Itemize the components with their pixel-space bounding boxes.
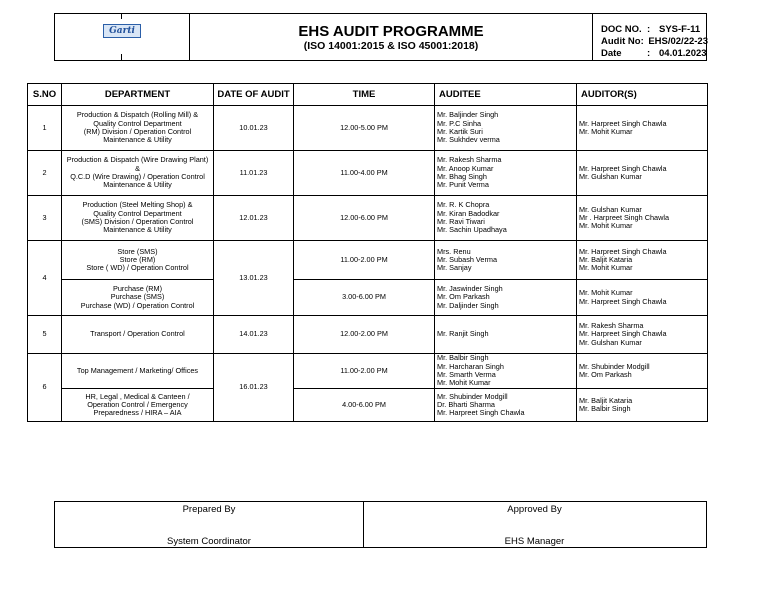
auditee-cell [435, 354, 577, 389]
header-sno: S.NO [28, 84, 62, 106]
date-cell: 10.01.23 [214, 106, 294, 151]
date-cell: 14.01.23 [214, 316, 294, 354]
doc-no-value: SYS-F-11 [659, 24, 701, 35]
department-cell-line: Production & Dispatch (Wire Drawing Plant) & [66, 155, 209, 173]
title-cell [189, 14, 593, 60]
auditors-cell-line: Mr . Harpreet Singh Chawla [579, 212, 670, 222]
logo-text: Garti [109, 26, 135, 36]
sno-cell: 5 [28, 316, 62, 354]
auditors-cell-line: Mr. Harpreet Singh Chawla [579, 246, 667, 256]
auditors-cell-line: Mr. Gulshan Kumar [579, 204, 642, 214]
department-cell-line: (RM) Division / Operation Control [83, 127, 192, 136]
department-cell-line: Purchase (SMS) [110, 292, 165, 302]
auditee-cell-line: Mr. Smarth Verma [437, 370, 496, 379]
auditors-cell [577, 316, 708, 354]
auditee-cell-line: Mr. R. K Chopra [437, 200, 490, 210]
department-cell-line: HR, Legal , Medical & Canteen / [85, 391, 190, 401]
auditee-cell [435, 151, 577, 196]
auditors-cell-line: Mr. Gulshan Kumar [579, 337, 642, 347]
table-row [28, 106, 708, 151]
sno-cell: 4 [28, 241, 62, 316]
auditee-cell-line: Mr. Kartik Suri [437, 127, 483, 136]
auditee-cell-line: Mr. Harcharan Singh [437, 361, 504, 371]
date-cell: 16.01.23 [214, 354, 294, 422]
auditors-cell [577, 196, 708, 241]
prepared-by-label: Prepared By [182, 504, 236, 515]
time-cell: 11.00-2.00 PM [294, 354, 435, 389]
department-cell-line: Maintenance & Utility [103, 180, 172, 190]
auditee-cell-line: Mrs. Renu [437, 246, 471, 256]
auditors-cell [577, 241, 708, 280]
auditors-cell [577, 151, 708, 196]
auditors-cell-line: Mr. Baljit Kataria [579, 395, 633, 405]
auditors-cell-line: Mr. Gulshan Kumar [579, 172, 642, 181]
auditors-cell [577, 280, 708, 316]
date-cell: 13.01.23 [214, 241, 294, 316]
sno-cell: 1 [28, 106, 62, 151]
time-cell: 12.00-6.00 PM [294, 196, 435, 241]
auditee-cell-line: Mr. Shubinder Modgill [437, 391, 508, 401]
auditee-cell-line: Mr. Subash Verma [437, 254, 498, 264]
document-subtitle: (ISO 14001:2015 & ISO 45001:2018) [303, 40, 479, 52]
approved-by-cell [363, 502, 706, 547]
department-cell-line: Operation Control / Emergency [87, 399, 188, 409]
header-date: DATE OF AUDIT [214, 84, 294, 106]
sno-cell: 2 [28, 151, 62, 196]
department-cell-line: (SMS) Division / Operation Control [81, 217, 194, 226]
department-cell [62, 196, 214, 241]
auditee-cell-line: Mr. P.C Sinha [437, 118, 482, 128]
department-cell [62, 280, 214, 316]
header-auditors: AUDITOR(S) [577, 84, 708, 106]
auditors-cell-line: Mr. Mohit Kumar [579, 263, 633, 273]
auditee-cell-line: Mr. Sanjay [437, 263, 472, 273]
time-cell: 4.00-6.00 PM [294, 389, 435, 422]
table-row [28, 241, 708, 280]
date-cell: 11.01.23 [214, 151, 294, 196]
department-cell-line: Preparedness / HIRA – AIA [93, 408, 182, 418]
sno-cell: 3 [28, 196, 62, 241]
auditee-cell [435, 280, 577, 316]
department-cell-line: Transport / Operation Control [90, 329, 185, 339]
audit-no-row: Audit No : EHS/02/22-23 [601, 36, 708, 47]
department-cell [62, 389, 214, 422]
doc-no-row: DOC NO. : SYS-F-11 [601, 24, 701, 35]
auditee-cell-line: Dr. Bharti Sharma [437, 399, 495, 409]
department-cell-line: Purchase (RM) [112, 284, 163, 294]
auditee-cell-line: Mr. Bhag Singh [437, 172, 487, 181]
prepared-by-cell [55, 502, 364, 547]
auditors-cell-line: Mr. Harpreet Singh Chawla [579, 329, 667, 339]
auditee-cell-line: Mr. Balbir Singh [437, 353, 489, 363]
time-cell: 12.00-5.00 PM [294, 106, 435, 151]
table-row [28, 354, 708, 389]
header-auditee: AUDITEE [435, 84, 577, 106]
department-cell-line: Top Management / Marketing/ Offices [76, 365, 199, 375]
department-cell-line: Store (SMS) [117, 246, 158, 256]
auditors-cell-line: Mr. Balbir Singh [579, 404, 631, 413]
auditors-cell-line: Mr. Harpreet Singh Chawla [579, 163, 667, 173]
table-row [28, 151, 708, 196]
auditee-cell [435, 196, 577, 241]
company-logo [103, 24, 141, 38]
auditee-cell [435, 316, 577, 354]
department-cell [62, 151, 214, 196]
auditee-cell-line: Mr. Sukhdev verma [437, 135, 500, 145]
document-title: EHS AUDIT PROGRAMME [298, 23, 484, 40]
signature-block [54, 501, 707, 548]
department-cell-line: Q.C.D (Wire Drawing) / Operation Control [70, 172, 205, 181]
auditors-cell-line: Mr. Om Parkash [579, 370, 632, 379]
department-cell-line: Purchase (WD) / Operation Control [80, 300, 195, 310]
auditee-cell-line: Mr. Punit Verma [437, 180, 489, 190]
department-cell-line: Store (RM) [119, 254, 156, 264]
date-cell: 12.01.23 [214, 196, 294, 241]
department-cell [62, 354, 214, 389]
department-cell-line: Production (Steel Melting Shop) & [82, 200, 193, 210]
auditee-cell-line: Mr. Rakesh Sharma [437, 155, 502, 165]
header-department: DEPARTMENT [62, 84, 214, 106]
logo-cell [55, 14, 189, 60]
auditors-cell [577, 389, 708, 422]
header-time: TIME [294, 84, 435, 106]
department-cell [62, 316, 214, 354]
table-row [28, 389, 708, 422]
time-cell: 3.00-6.00 PM [294, 280, 435, 316]
date-row: Date : 04.01.2023 [601, 48, 707, 59]
department-cell-line: Quality Control Department [93, 118, 182, 128]
time-cell: 11.00-2.00 PM [294, 241, 435, 280]
approved-by-label: Approved By [507, 504, 562, 515]
auditee-cell-line: Mr. Ranjit Singh [437, 329, 489, 339]
auditors-cell-line: Mr. Mohit Kumar [579, 288, 633, 298]
auditors-cell-line: Mr. Baljit Kataria [579, 254, 633, 264]
department-cell [62, 241, 214, 280]
auditors-cell-line: Mr. Harpreet Singh Chawla [579, 118, 667, 128]
auditee-cell-line: Mr. Jaswinder Singh [437, 284, 503, 294]
audit-schedule-table [27, 83, 708, 422]
header-tick-top [121, 13, 122, 19]
date-value: 04.01.2023 [659, 48, 707, 59]
table-row [28, 316, 708, 354]
auditee-cell-line: Mr. Baljinder Singh [437, 110, 499, 120]
auditee-cell-line: Mr. Daljinder Singh [437, 300, 499, 310]
auditee-cell-line: Mr. Mohit Kumar [437, 378, 491, 388]
document-header [54, 13, 707, 61]
auditee-cell [435, 106, 577, 151]
department-cell [62, 106, 214, 151]
audit-no-value: EHS/02/22-23 [648, 36, 708, 47]
header-tick-bottom [121, 54, 122, 60]
auditee-cell-line: Mr. Sachin Upadhaya [437, 225, 507, 235]
department-cell-line: Production & Dispatch (Rolling Mill) & [76, 110, 199, 120]
auditee-cell-line: Mr. Kiran Badodkar [437, 208, 500, 218]
auditors-cell [577, 354, 708, 389]
department-cell-line: Store ( WD) / Operation Control [86, 263, 189, 273]
auditors-cell-line: Mr. Mohit Kumar [579, 221, 633, 231]
doc-info-cell [593, 14, 708, 60]
auditors-cell-line: Mr. Mohit Kumar [579, 127, 633, 136]
time-cell: 11.00-4.00 PM [294, 151, 435, 196]
approved-by-role: EHS Manager [504, 536, 565, 547]
auditors-cell-line: Mr. Shubinder Modgill [579, 361, 650, 371]
auditors-cell-line: Mr. Rakesh Sharma [579, 321, 644, 331]
time-cell: 12.00-2.00 PM [294, 316, 435, 354]
auditee-cell-line: Mr. Om Parkash [437, 292, 490, 302]
auditee-cell-line: Mr. Anoop Kumar [437, 163, 494, 173]
auditors-cell [577, 106, 708, 151]
sno-cell: 6 [28, 354, 62, 422]
department-cell-line: Quality Control Department [93, 208, 182, 218]
prepared-by-role: System Coordinator [167, 536, 251, 547]
auditee-cell-line: Mr. Harpreet Singh Chawla [437, 408, 525, 418]
table-row [28, 196, 708, 241]
table-row [28, 280, 708, 316]
table-header-row [28, 84, 708, 106]
department-cell-line: Maintenance & Utility [103, 135, 172, 145]
auditee-cell [435, 241, 577, 280]
department-cell-line: Maintenance & Utility [103, 225, 172, 235]
auditors-cell-line: Mr. Harpreet Singh Chawla [579, 296, 667, 306]
auditee-cell-line: Mr. Ravi Tiwari [437, 217, 485, 226]
table-body [28, 106, 708, 422]
auditee-cell [435, 389, 577, 422]
